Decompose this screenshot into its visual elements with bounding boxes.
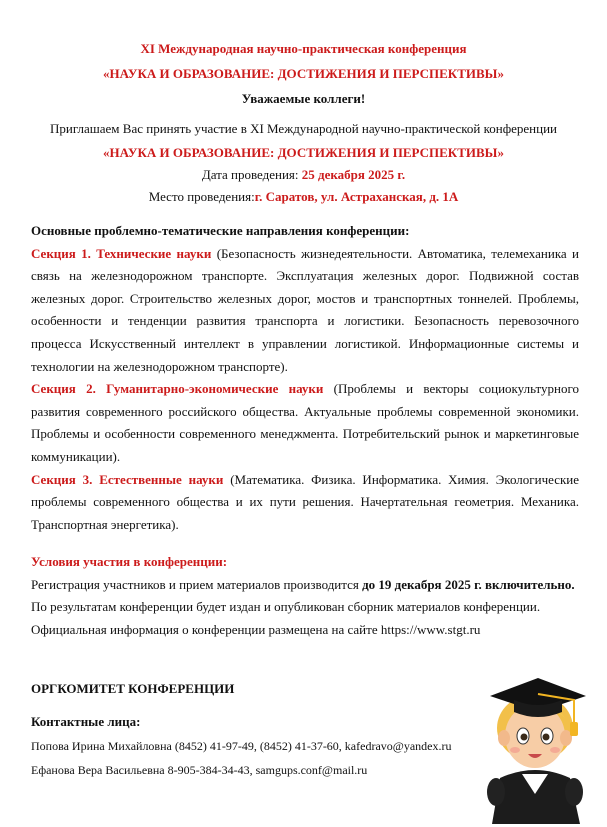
place-label: Место проведения: — [148, 189, 255, 204]
contacts-label: Контактные лица: — [31, 714, 141, 729]
place-value: г. Саратов, ул. Астраханская, д. 1А — [254, 189, 459, 204]
left-ear-shape — [498, 730, 510, 746]
section-1-text: (Безопасность жизнедеятельности. Автоматика, телемеханика и связь на железнодорожном транспорте. Эксплуатация железных дорог. Подвижной состав железных дорог. Строительство железных дорог, мостов и транспортных тоннелей. Проблемы, особенности и тенденции развития транспорта и логистики. Безопасность перевозочного процесса Искусственный интеллект в управлении логистикой. Информационные системы и технологии на железнодорожном транспорте). — [31, 245, 580, 374]
section-1-title: Секция 1. Технические науки — [31, 245, 212, 261]
left-cheek-shape — [510, 747, 520, 753]
conditions-block — [31, 551, 579, 641]
graduate-child-illustration — [470, 666, 600, 824]
right-arm-shape — [565, 778, 583, 806]
contact-2: Ефанова Вера Васильевна 8-905-384-34-43, samgups.conf@mail.ru — [31, 763, 368, 777]
contacts-block — [31, 710, 451, 782]
official-info-line: Официальная информация о конференции размещена на сайте https://www.stgt.ru — [31, 621, 481, 637]
section-2 — [31, 378, 579, 468]
date-line — [0, 167, 607, 183]
section-1 — [31, 243, 579, 379]
registration-deadline: до 19 декабря 2025 г. включительно. — [362, 576, 575, 592]
section-2-text: (Проблемы и векторы социокультурного развития современного российского общества. Актуальные проблемы современной экономики. Проблемы и особенности современного менеджмента. Потребительский рынок и маркетинговые коммуникации). — [31, 381, 580, 464]
left-pupil-shape — [521, 734, 528, 741]
contact-1: Попова Ирина Михайловна (8452) 41-97-49, (8452) 41-37-60, kafedravo@yandex.ru — [31, 739, 452, 753]
registration-text: Регистрация участников и прием материалов производится — [31, 576, 363, 592]
date-label: Дата проведения: — [201, 167, 302, 182]
themes-block — [31, 220, 579, 536]
invite-title: «НАУКА И ОБРАЗОВАНИЕ: ДОСТИЖЕНИЯ И ПЕРСПЕКТИВЫ» — [103, 145, 504, 160]
publication-line: По результатам конференции будет издан и опубликован сборник материалов конференции. — [31, 599, 541, 615]
date-value: 25 декабря 2025 г. — [301, 167, 406, 182]
themes-heading: Основные проблемно-тематические направления конференции: — [31, 223, 410, 238]
section-3-text: (Математика. Физика. Информатика. Химия. Экологические проблемы современного общества и их пути решения. Начертательная геометрия. Механика. Транспортная энергетика). — [31, 471, 580, 532]
section-3 — [31, 469, 579, 537]
conference-line: XI Международная научно-практическая конференция — [140, 41, 467, 56]
section-2-title: Секция 2. Гуманитарно-экономические науки — [31, 381, 324, 397]
section-3-title: Секция 3. Естественные науки — [31, 471, 224, 487]
conditions-heading: Условия участия в конференции: — [31, 554, 228, 569]
tassel-end-shape — [570, 722, 578, 736]
right-pupil-shape — [543, 734, 550, 741]
orgcommittee-heading: ОРГКОМИТЕТ КОНФЕРЕНЦИИ — [31, 681, 235, 696]
left-arm-shape — [487, 778, 505, 806]
invite-text: Приглашаем Вас принять участие в XI Международной научно-практической конференции — [49, 121, 558, 136]
conference-title: «НАУКА И ОБРАЗОВАНИЕ: ДОСТИЖЕНИЯ И ПЕРСПЕКТИВЫ» — [103, 66, 504, 81]
registration-line — [31, 574, 579, 597]
greeting: Уважаемые коллеги! — [241, 91, 366, 106]
place-line — [0, 189, 607, 205]
right-cheek-shape — [550, 747, 560, 753]
